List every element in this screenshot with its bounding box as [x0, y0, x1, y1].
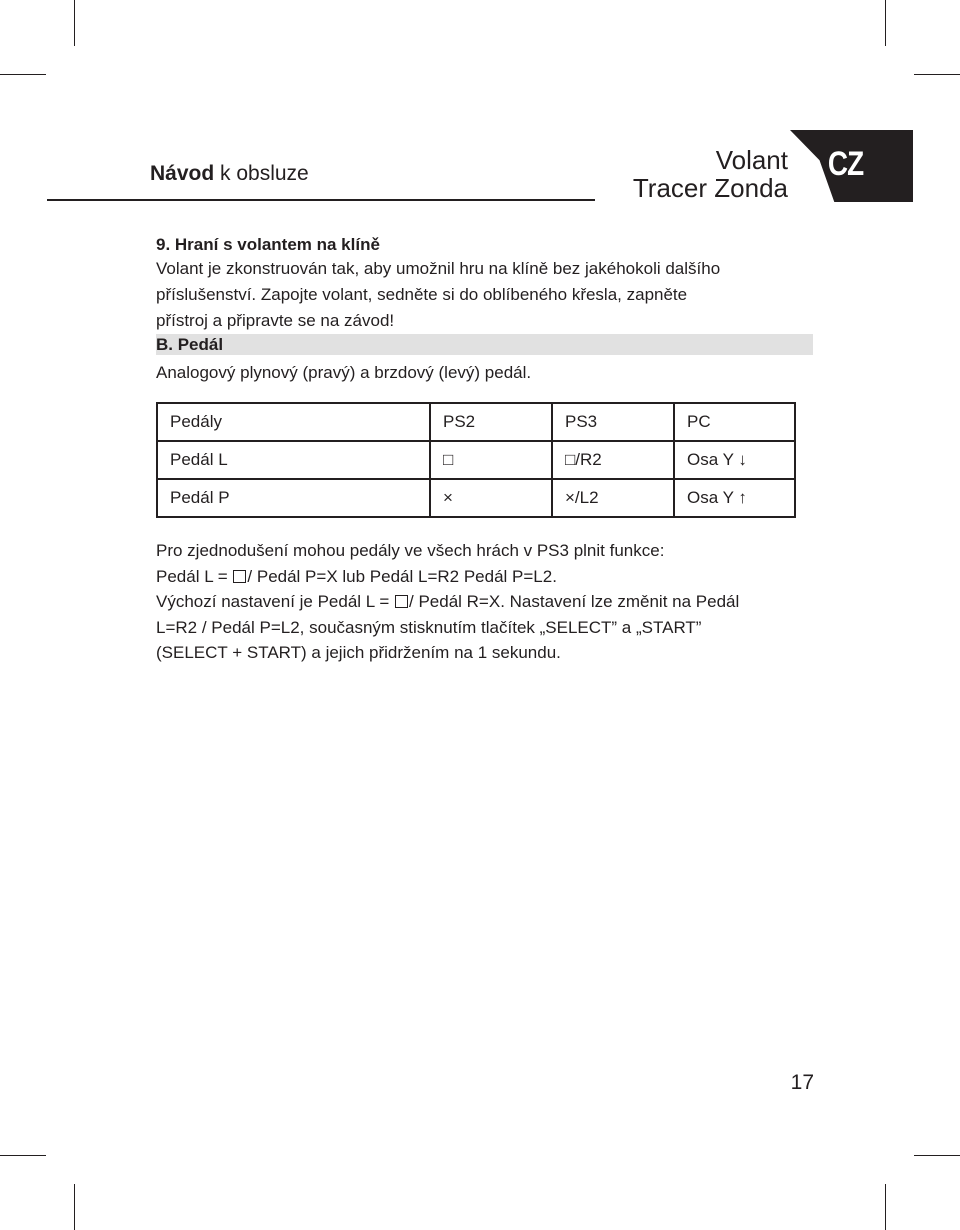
- table-row: [157, 479, 795, 517]
- text-span: Výchozí nastavení je Pedál L =: [156, 592, 394, 611]
- table-cell: Pedál P: [157, 479, 430, 517]
- text-line: L=R2 / Pedál P=L2, současným stisknutím tlačítek „SELECT” a „START”: [156, 617, 702, 637]
- text-span: Pedál L =: [156, 566, 233, 586]
- text-line: [156, 564, 826, 590]
- manual-title-rest: k obsluze: [214, 162, 309, 185]
- section-b-highlight: [156, 334, 813, 355]
- table-header-row: [157, 403, 795, 441]
- product-name: [633, 146, 788, 202]
- pedal-config-paragraph: [156, 538, 826, 666]
- text-line: přístroj a připravte se na závod!: [156, 311, 395, 330]
- table-cell: □/R2: [552, 441, 674, 479]
- text-span: / Pedál R=X. Nastavení lze změnit na Pedál: [409, 592, 740, 611]
- table-header-cell: PS2: [430, 403, 552, 441]
- section-9-title: 9. Hraní s volantem na klíně: [156, 235, 380, 254]
- header-rule: [47, 199, 595, 201]
- manual-title: [150, 160, 309, 188]
- table-cell: Osa Y ↑: [674, 479, 795, 517]
- table-header-cell: Pedály: [157, 403, 430, 441]
- text-line: (SELECT + START) a jejich přidržením na 1 sekundu.: [156, 643, 561, 662]
- pedal-mapping-table: [156, 402, 796, 518]
- manual-title-bold: Návod: [150, 162, 215, 185]
- section-b-text: Analogový plynový (pravý) a brzdový (levý) pedál.: [156, 363, 532, 382]
- table-cell: ×/L2: [552, 479, 674, 517]
- square-button-icon: [233, 570, 246, 583]
- product-line-1: Volant: [715, 145, 788, 175]
- text-line: příslušenství. Zapojte volant, sedněte si do oblíbeného křesla, zapněte: [156, 285, 688, 304]
- table-header-cell: PC: [674, 403, 795, 441]
- crop-mark: [885, 1184, 886, 1230]
- text-line: Pro zjednodušení mohou pedály ve všech hrách v PS3 plnit funkce:: [156, 541, 665, 560]
- table-cell: ×: [430, 479, 552, 517]
- table-header-cell: PS3: [552, 403, 674, 441]
- square-button-icon: [395, 595, 408, 608]
- text-span: / Pedál P=X lub Pedál L=R2 Pedál P=L2.: [247, 566, 557, 586]
- crop-mark: [914, 1155, 960, 1156]
- section-b-title: B. Pedál: [156, 335, 224, 354]
- product-line-2: Tracer Zonda: [632, 173, 788, 203]
- table-cell: Osa Y ↓: [674, 441, 795, 479]
- text-line: Volant je zkonstruován tak, aby umožnil hru na klíně bez jakéhokoli dalšího: [156, 259, 721, 278]
- text-line: [156, 589, 826, 615]
- page-number: 17: [790, 1071, 814, 1094]
- crop-mark: [0, 1155, 46, 1156]
- language-tab-label: CZ: [827, 145, 864, 183]
- table-cell: Pedál L: [157, 441, 430, 479]
- crop-mark: [74, 1184, 75, 1230]
- crop-mark: [0, 74, 46, 75]
- table-cell: □: [430, 441, 552, 479]
- table-row: [157, 441, 795, 479]
- crop-mark: [914, 74, 960, 75]
- crop-mark: [885, 0, 886, 46]
- section-9-text: [156, 256, 816, 334]
- crop-mark: [74, 0, 75, 46]
